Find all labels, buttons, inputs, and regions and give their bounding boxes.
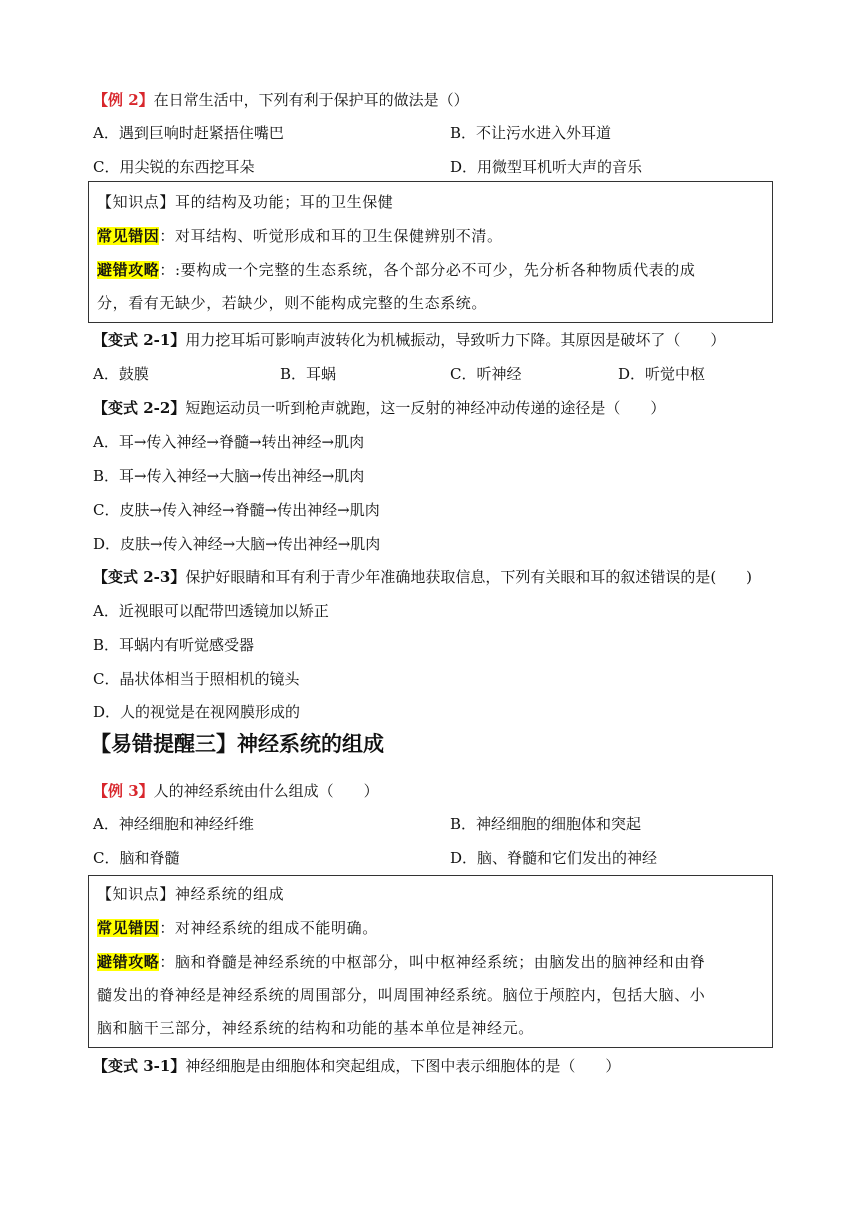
variant-2-2-stem: 【变式 2-2】短跑运动员一听到枪声就跑，这一反射的神经冲动传递的途径是（ ） (93, 399, 666, 417)
strategy-line-3: 脑和脑干三部分，神经系统的结构和功能的基本单位是神经元。 (97, 1019, 534, 1037)
example-3-tag: 【例 3】 (93, 782, 154, 800)
variant-2-1-option-b: B．耳蜗 (280, 365, 337, 383)
section-heading: 【易错提醒三】神经系统的组成 (90, 732, 384, 756)
variant-2-2-option-c: C．皮肤→传入神经→脊髓→传出神经→肌肉 (93, 501, 380, 519)
variant-2-3-option-c: C．晶状体相当于照相机的镜头 (93, 670, 300, 688)
variant-2-3-option-b: B．耳蜗内有听觉感受器 (93, 636, 255, 654)
variant-2-2-option-a: A．耳→传入神经→脊髓→转出神经→肌肉 (93, 433, 365, 451)
variant-2-3-stem: 【变式 2-3】保护好眼睛和耳有利于青少年准确地获取信息，下列有关眼和耳的叙述错误的是( ) (93, 568, 753, 586)
example-2-stem: 【例 2】在日常生活中，下列有利于保护耳的做法是（） (93, 91, 469, 109)
knowledge-box-1 (88, 181, 773, 323)
variant-3-1-tag: 【变式 3-1】 (93, 1057, 186, 1075)
variant-2-1-tag: 【变式 2-1】 (93, 331, 186, 349)
variant-2-1-option-a: A．鼓膜 (93, 365, 149, 383)
strategy-line-1: 避错攻略：脑和脊髓是神经系统的中枢部分，叫中枢神经系统；由脑发出的脑神经和由脊 (97, 953, 706, 971)
example-2-option-b: B．不让污水进入外耳道 (450, 124, 612, 142)
variant-2-3-tag: 【变式 2-3】 (93, 568, 186, 586)
strategy-label: 避错攻略 (97, 953, 160, 971)
example-3-option-c: C．脑和脊髓 (93, 849, 180, 867)
variant-3-1-stem: 【变式 3-1】神经细胞是由细胞体和突起组成，下图中表示细胞体的是（ ） (93, 1057, 621, 1075)
strategy-line-2: 分，看有无缺少，若缺少，则不能构成完整的生态系统。 (97, 294, 488, 312)
variant-2-2-option-d: D．皮肤→传入神经→大脑→传出神经→肌肉 (93, 535, 381, 553)
variant-2-1-option-d: D．听觉中枢 (618, 365, 706, 383)
common-error-line: 常见错因：对耳结构、听觉形成和耳的卫生保健辨别不清。 (97, 227, 503, 245)
example-2-option-c: C．用尖锐的东西挖耳朵 (93, 158, 255, 176)
example-2-option-a: A．遇到巨响时赶紧捂住嘴巴 (93, 124, 284, 142)
knowledge-box-2 (88, 875, 773, 1048)
knowledge-point: 【知识点】耳的结构及功能；耳的卫生保健 (97, 193, 394, 211)
knowledge-point: 【知识点】神经系统的组成 (97, 885, 285, 903)
common-error-label: 常见错因 (97, 227, 160, 245)
example-3-option-a: A．神经细胞和神经纤维 (93, 815, 254, 833)
variant-2-3-option-a: A．近视眼可以配带凹透镜加以矫正 (93, 602, 329, 620)
common-error-label: 常见错因 (97, 919, 160, 937)
variant-2-2-tag: 【变式 2-2】 (93, 399, 186, 417)
example-3-option-d: D．脑、脊髓和它们发出的神经 (450, 849, 658, 867)
strategy-label: 避错攻略 (97, 261, 160, 279)
variant-2-1-stem: 【变式 2-1】用力挖耳垢可影响声波转化为机械振动，导致听力下降。其原因是破坏了（ ） (93, 331, 726, 349)
strategy-line-2: 髓发出的脊神经是神经系统的周围部分，叫周围神经系统。脑位于颅腔内，包括大脑、小 (97, 986, 706, 1004)
example-3-stem: 【例 3】人的神经系统由什么组成（ ） (93, 782, 379, 800)
example-2-tag: 【例 2】 (93, 91, 154, 109)
variant-2-2-option-b: B．耳→传入神经→大脑→传出神经→肌肉 (93, 467, 365, 485)
variant-2-3-option-d: D．人的视觉是在视网膜形成的 (93, 703, 301, 721)
example-2-option-d: D．用微型耳机听大声的音乐 (450, 158, 643, 176)
common-error-line: 常见错因：对神经系统的组成不能明确。 (97, 919, 378, 937)
example-3-option-b: B．神经细胞的细胞体和突起 (450, 815, 642, 833)
variant-2-1-option-c: C．听神经 (450, 365, 522, 383)
strategy-line-1: 避错攻略：:要构成一个完整的生态系统，各个部分必不可少，先分析各种物质代表的成 (97, 261, 696, 279)
